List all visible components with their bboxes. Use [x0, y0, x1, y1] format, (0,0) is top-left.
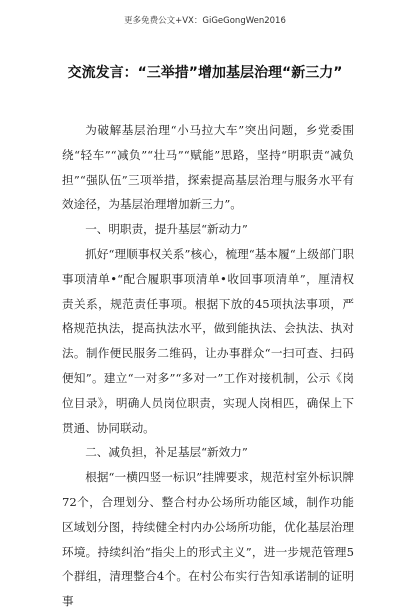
- paragraph-intro: 为破解基层治理“小马拉大车”突出问题，乡党委围绕“轻车”“减负”“壮马”“赋能”思路，坚持“明职责“减负担”“强队伍”三项举措，探索提高基层治理与服务水平有效途径，为基层治理增加新三力”。: [62, 123, 354, 212]
- paragraph-section-1: 抓好“理顺事权关系”核心，梳理“基本履“上级部门职事项清单•“配合履职事项清单•收回事项清单”，厘清权责关系，规范责任事项。根据下放的45项执法事项，严格规范执法，提高执法水平，做到能执法、会执法、执对法。制作便民服务二维码，让办事群众“一扫可查、扫码便知”。建立“一对多”“多对一”工作对接机制，公示《岗位目录》，明确人员岗位职责，实现人岗相匹，确保上下贯通、协同联动。: [62, 246, 354, 435]
- document-title: 交流发言：“三举措”增加基层治理“新三力”: [67, 65, 343, 81]
- section-heading-1: 一、明职责，提升基层“新动力”: [85, 222, 248, 237]
- document-body: [62, 118, 354, 614]
- header-note: 更多免费公文+VX：GiGeGongWen2016: [124, 16, 286, 26]
- section-heading-2: 二、减负担，补足基层“新效力”: [85, 445, 248, 460]
- paragraph-section-2: 根据“一横四竖一标识”挂牌要求，规范村室外标识牌72个，合理划分、整合村办公场所功能区域，制作功能区域划分图，持续健全村内办公场所功能，优化基层治理环境。持续纠治“指尖上的形式主义”，进一步规范管理5个群组，清理整合4个。在村公布实行告知承诺制的证明事: [62, 470, 354, 609]
